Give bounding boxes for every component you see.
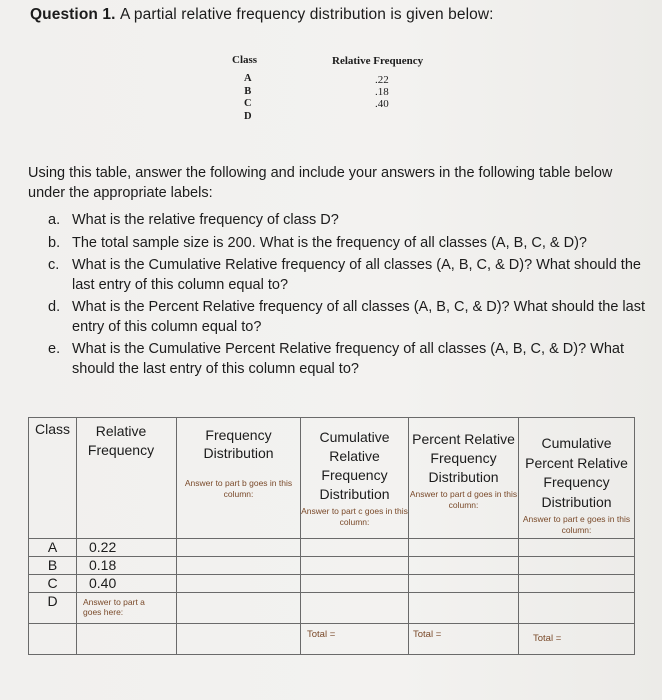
empty-cell: [77, 624, 177, 655]
header-note: Answer to part d goes in this column:: [409, 489, 518, 510]
given-rf-header: Relative Frequency: [332, 55, 424, 67]
given-class: C: [244, 98, 252, 109]
given-rf-value: .40: [375, 98, 389, 110]
total-label: Total =: [413, 629, 442, 640]
list-item: [48, 234, 648, 254]
table-header-row: [29, 418, 635, 539]
question-list: [48, 211, 648, 382]
empty-cell: [177, 624, 301, 655]
given-rf-value: .22: [375, 74, 389, 86]
header-title: Class: [35, 421, 71, 437]
header-note: Answer to part e goes in this column:: [522, 514, 631, 535]
list-item: [48, 298, 648, 337]
table-row: [29, 539, 635, 557]
list-item-label: b.: [48, 234, 61, 251]
class-cell: A: [29, 539, 77, 557]
given-class-column: [244, 73, 252, 123]
answer-cell[interactable]: [301, 575, 409, 593]
answer-table: [28, 417, 635, 655]
instructions: Using this table, answer the following and include your answers in the following table below under the appropriate labels:: [28, 165, 613, 201]
given-class-header: Class: [232, 54, 258, 66]
list-item: [48, 340, 648, 379]
header-cumulative-relative: [301, 418, 409, 539]
class-cell: C: [29, 575, 77, 593]
answer-cell[interactable]: [519, 575, 635, 593]
class-cell: D: [29, 593, 77, 624]
empty-cell: [29, 624, 77, 655]
answer-cell[interactable]: [409, 575, 519, 593]
rf-cell: 0.18: [77, 557, 177, 575]
list-item-label: c.: [48, 257, 60, 273]
table-row: [29, 575, 635, 593]
list-item-text: What is the relative frequency of class D?: [72, 212, 339, 228]
given-class: A: [244, 73, 252, 84]
header-title: Frequency Distribution: [203, 427, 274, 461]
answer-cell[interactable]: [177, 539, 301, 557]
answer-cell[interactable]: [409, 539, 519, 557]
total-cell[interactable]: [301, 624, 409, 655]
answer-cell[interactable]: [519, 593, 635, 624]
header-title: Percent Relative Frequency Distribution: [412, 431, 515, 485]
question-text: A partial relative frequency distribution is given below:: [119, 6, 494, 23]
given-rf-value: .18: [375, 86, 389, 98]
rf-cell: 0.40: [77, 575, 177, 593]
total-row: [29, 624, 635, 655]
header-title: Cumulative Percent Relative Frequency Distribution: [525, 435, 628, 510]
answer-cell[interactable]: [519, 539, 635, 557]
header-class: [29, 418, 77, 539]
header-frequency: [177, 418, 301, 539]
header-relative-frequency: [77, 418, 177, 539]
header-note: Answer to part b goes in this column:: [184, 478, 293, 499]
answer-cell[interactable]: [409, 593, 519, 624]
list-item-label: d.: [48, 299, 61, 315]
table-row: [29, 557, 635, 575]
list-item: [48, 211, 648, 231]
class-cell: B: [29, 557, 77, 575]
list-item-text: What is the Percent Relative frequency of all classes (A, B, C, & D)? What should the last entry of this column equal to?: [72, 299, 645, 335]
part-a-note: Answer to part a goes here:: [83, 597, 145, 617]
list-item-text: What is the Cumulative Percent Relative frequency of all classes (A, B, C, & D)? What should the last entry of this column equal to?: [72, 341, 625, 377]
header-percent-relative: [409, 418, 519, 539]
given-class: D: [244, 110, 252, 122]
answer-cell[interactable]: [301, 539, 409, 557]
question-title: [30, 6, 494, 24]
answer-cell[interactable]: [177, 575, 301, 593]
table-row: [29, 593, 635, 624]
answer-cell[interactable]: [301, 593, 409, 624]
answer-cell[interactable]: [301, 557, 409, 575]
list-item: [48, 256, 648, 295]
given-rf-column: [375, 74, 389, 110]
answer-cell[interactable]: [519, 557, 635, 575]
list-item-label: a.: [48, 212, 61, 228]
total-cell[interactable]: [519, 624, 635, 655]
header-title: Cumulative Relative Frequency Distribution: [319, 429, 390, 502]
list-item-text: What is the Cumulative Relative frequency of all classes (A, B, C, & D)? What should the last entry of this column equal to?: [72, 257, 641, 293]
header-title: Relative Frequency: [87, 423, 155, 458]
list-item-text: The total sample size is 200. What is the frequency of all classes (A, B, C, & D)?: [72, 234, 587, 251]
rf-cell: 0.22: [77, 539, 177, 557]
total-label: Total =: [533, 633, 562, 644]
question-number: Question 1.: [30, 6, 116, 23]
header-cumulative-percent: [519, 418, 635, 539]
rf-answer-cell[interactable]: [77, 593, 177, 624]
answer-cell[interactable]: [177, 593, 301, 624]
list-item-label: e.: [48, 341, 61, 357]
total-label: Total =: [307, 629, 336, 640]
total-cell[interactable]: [409, 624, 519, 655]
answer-cell[interactable]: [177, 557, 301, 575]
given-class: B: [244, 85, 252, 97]
answer-cell[interactable]: [409, 557, 519, 575]
header-note: Answer to part c goes in this column:: [301, 506, 408, 527]
